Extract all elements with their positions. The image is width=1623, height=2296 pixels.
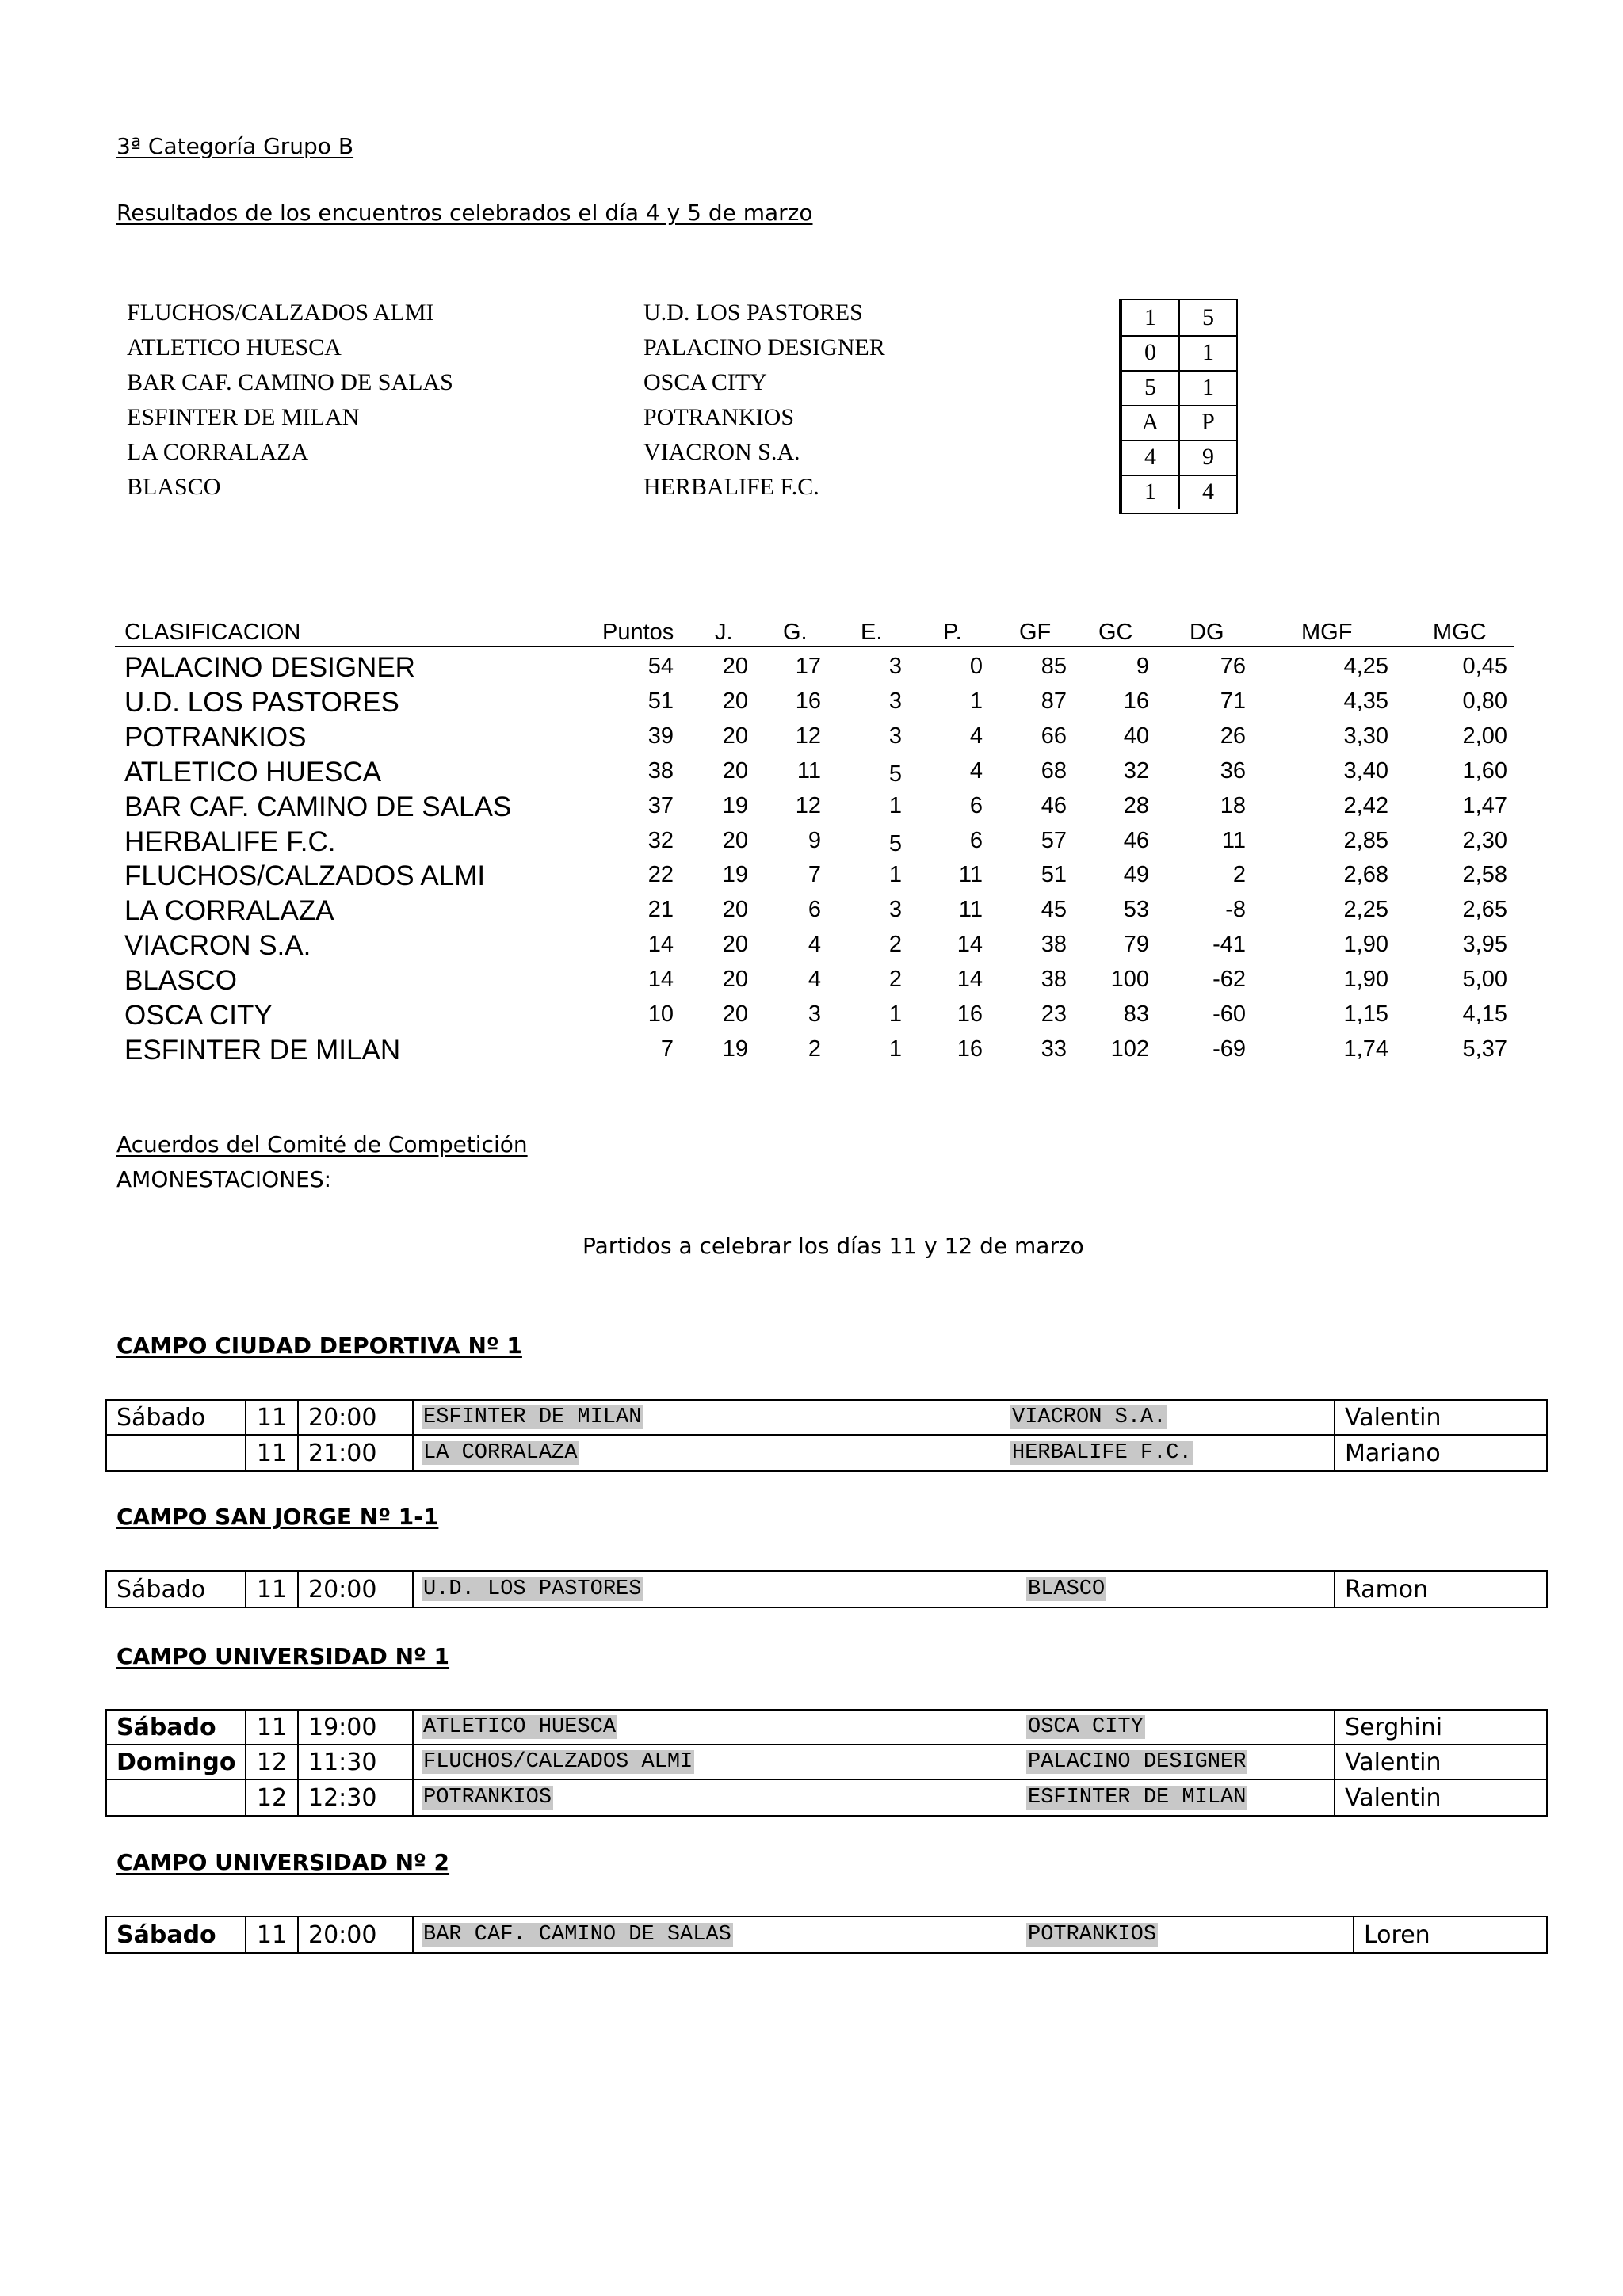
standings-team: BLASCO [124,965,237,997]
standings-cell: 85 [1041,654,1067,679]
standings-cell: 11 [796,757,821,784]
standings-team: ATLETICO HUESCA [124,756,382,788]
standings-cell: 20 [722,827,748,853]
result-home: ATLETICO HUESCA [127,334,342,360]
standings-cell: 20 [722,1001,748,1027]
standings-cell: 79 [1123,932,1149,958]
standings-team: U.D. LOS PASTORES [124,686,399,718]
result-home: BAR CAF. CAMINO DE SALAS [127,369,453,395]
standings-cell: 4 [808,932,821,958]
match-date: 11 [246,1401,299,1434]
standings-cell: 4,25 [1343,654,1388,679]
standings-cell: 53 [1123,897,1149,923]
match-home [412,1745,959,1779]
standings-cell: 20 [722,932,748,958]
standings-cell: 0,45 [1462,654,1507,679]
match-row [107,1572,1546,1607]
standings-cell: 66 [1041,723,1067,749]
match-row [107,1917,1546,1952]
match-day [107,1436,246,1470]
standings-cell: 3 [808,1001,821,1027]
standings-header: P. [943,620,962,645]
category-title: 3ª Categoría Grupo B [116,133,354,159]
match-time: 19:00 [308,1713,377,1741]
standings-header: E. [861,620,883,645]
result-away: U.D. LOS PASTORES [643,299,863,326]
standings-cell: 40 [1123,723,1149,749]
result-away: HERBALIFE F.C. [643,474,819,500]
match-table [105,1570,1548,1608]
match-home [412,1401,959,1434]
standings-cell: 22 [647,862,674,888]
match-row [107,1745,1546,1780]
standings-cell: 0,80 [1462,688,1507,714]
standings-cell: 1 [888,862,902,888]
result-home: ESFINTER DE MILAN [127,404,360,430]
result-home: LA CORRALAZA [127,439,309,465]
standings-team: OSCA CITY [124,1000,273,1031]
standings-cell: 14 [647,932,674,958]
standings-cell: 11 [1221,827,1246,853]
match-table [105,1399,1548,1472]
standings-cell: 2,65 [1462,897,1507,923]
standings-team: POTRANKIOS [124,721,307,753]
standings-cell: 5,37 [1462,1035,1507,1062]
match-away-name: BLASCO [1028,1577,1106,1601]
result-away: VIACRON S.A. [643,439,800,465]
match-away-name: PALACINO DESIGNER [1028,1750,1247,1774]
standings-header: MGC [1433,620,1487,645]
standings-cell: 51 [647,688,674,714]
standings-cell: 12 [795,723,821,749]
standings-cell: 87 [1041,688,1067,714]
score-row [1122,405,1236,441]
venue-title: CAMPO SAN JORGE Nº 1-1 [116,1504,439,1530]
standings-cell: 46 [1041,792,1067,818]
score-row [1122,440,1236,476]
standings-cell: 6 [969,792,983,818]
match-date: 12 [246,1780,299,1815]
standings-cell: 20 [722,723,748,749]
venue-title: CAMPO CIUDAD DEPORTIVA Nº 1 [116,1333,522,1359]
standings-cell: 5 [888,830,902,856]
standings-cell: 10 [647,1001,674,1027]
standings-header: G. [783,620,808,645]
match-away-name: HERBALIFE F.C. [1012,1441,1192,1465]
home-score: 5 [1122,370,1180,405]
standings-cell: 16 [1123,688,1149,714]
standings-cell: 6 [808,897,821,923]
standings-cell: 28 [1123,792,1149,818]
match-home [412,1917,959,1952]
standings-cell: -8 [1225,897,1246,923]
standings-cell: 2,42 [1343,792,1388,818]
match-date: 11 [246,1572,299,1607]
standings-cell: 3 [888,897,902,923]
away-score: P [1201,409,1215,435]
standings-cell: -60 [1212,1001,1246,1027]
match-time: 11:30 [308,1748,377,1776]
standings-cell: 7 [808,862,821,888]
match-date: 11 [246,1711,299,1744]
away-score: 1 [1202,374,1214,400]
standings-cell: 2,00 [1462,723,1507,749]
match-day: Sábado [107,1401,246,1434]
match-date: 11 [246,1917,299,1952]
standings-cell: 11 [958,897,983,923]
home-score: 0 [1122,335,1180,370]
match-home-name: ATLETICO HUESCA [423,1715,617,1739]
score-table [1121,299,1238,514]
standings-cell: 14 [647,967,674,993]
standings-cell: 100 [1110,967,1149,993]
standings-cell: 9 [1136,654,1149,679]
standings-cell: 23 [1041,1001,1067,1027]
match-row [107,1711,1546,1745]
result-away: PALACINO DESIGNER [643,334,885,360]
standings-cell: 4 [808,967,821,993]
standings-cell: 1 [888,1035,902,1062]
match-date: 11 [246,1436,299,1470]
standings-cell: 38 [1041,967,1067,993]
standings-cell: 17 [795,654,821,679]
standings-team: PALACINO DESIGNER [124,652,415,683]
standings-cell: 26 [1220,723,1246,749]
standings-cell: 68 [1041,757,1067,784]
standings-header: GF [1019,620,1052,645]
standings-cell: 4 [969,723,983,749]
standings-cell: 2,58 [1462,862,1507,888]
venue-title: CAMPO UNIVERSIDAD Nº 1 [116,1643,450,1669]
match-home-name: U.D. LOS PASTORES [423,1577,642,1601]
match-day: Domingo [107,1745,246,1779]
match-home-name: LA CORRALAZA [423,1441,578,1465]
match-home [412,1780,959,1815]
standings-cell: 16 [795,688,821,714]
standings-team: FLUCHOS/CALZADOS ALMI [124,860,486,892]
standings-cell: 20 [722,967,748,993]
match-time: 12:30 [308,1783,377,1812]
match-row [107,1401,1546,1436]
match-table [105,1916,1548,1954]
match-day: Sábado [107,1572,246,1607]
results-title: Resultados de los encuentros celebrados el día 4 y 5 de marzo [116,200,813,226]
standings-team: LA CORRALAZA [124,895,334,927]
match-home-name: FLUCHOS/CALZADOS ALMI [423,1750,693,1774]
away-score: 9 [1202,444,1214,470]
match-referee: Valentin [1334,1401,1546,1434]
standings-cell: 83 [1123,1001,1149,1027]
standings-cell: 5,00 [1462,967,1507,993]
standings-cell: 1 [969,688,983,714]
standings-cell: 3,30 [1343,723,1388,749]
standings-header: DG [1190,620,1224,645]
standings-cell: 38 [647,757,674,784]
upcoming-title: Partidos a celebrar los días 11 y 12 de marzo [582,1233,1084,1259]
match-away-name: VIACRON S.A. [1012,1405,1167,1429]
standings-cell: 1,60 [1462,757,1507,784]
match-row [107,1780,1546,1815]
standings-cell: 11 [958,862,983,888]
standings-cell: 16 [957,1001,983,1027]
match-time: 21:00 [308,1439,377,1467]
standings-cell: 4,35 [1343,688,1388,714]
match-home-name: BAR CAF. CAMINO DE SALAS [423,1923,731,1947]
match-home-name: POTRANKIOS [423,1786,552,1810]
standings-cell: 19 [722,862,748,888]
match-home [412,1436,959,1470]
match-referee: Valentin [1334,1745,1546,1779]
match-day: Sábado [107,1711,246,1744]
standings-cell: 2 [1232,862,1246,888]
standings-cell: 7 [660,1035,674,1062]
match-time: 20:00 [308,1575,377,1604]
standings-cell: 1,47 [1462,792,1507,818]
standings-header: J. [715,620,733,645]
venue-title: CAMPO UNIVERSIDAD Nº 2 [116,1849,450,1875]
standings-cell: 18 [1220,792,1246,818]
standings-cell: 16 [957,1035,983,1062]
standings-cell: 71 [1220,688,1246,714]
standings-cell: 2,68 [1343,862,1388,888]
standings-cell: 14 [957,967,983,993]
match-referee: Valentin [1334,1780,1546,1815]
standings-cell: -62 [1212,967,1246,993]
standings-cell: 2 [888,967,902,993]
match-referee: Ramon [1334,1572,1546,1607]
standings-cell: -69 [1212,1035,1246,1062]
away-score: 4 [1202,479,1214,505]
standings-cell: 12 [795,792,821,818]
standings-cell: 39 [647,723,674,749]
standings-cell: 1,15 [1343,1001,1388,1027]
standings-cell: 1 [888,792,902,818]
result-away: POTRANKIOS [643,404,795,430]
score-row [1122,475,1236,509]
away-score: 5 [1202,304,1214,330]
standings-cell: 102 [1110,1035,1149,1062]
standings-cell: 21 [647,897,674,923]
standings-cell: 51 [1041,862,1067,888]
standings-cell: 32 [647,827,674,853]
score-row [1122,335,1236,372]
match-day: Sábado [107,1917,246,1952]
standings-cell: 57 [1041,827,1067,853]
standings-cell: -41 [1212,932,1246,958]
standings-header: Puntos [602,620,674,645]
standings-cell: 1,74 [1343,1035,1388,1062]
standings-cell: 3 [888,688,902,714]
home-score: A [1122,405,1180,440]
standings-cell: 20 [722,654,748,679]
standings-cell: 9 [808,827,821,853]
standings-cell: 49 [1123,862,1149,888]
standings-cell: 3,95 [1462,932,1507,958]
match-away-name: POTRANKIOS [1028,1923,1157,1947]
committee-title: Acuerdos del Comité de Competición [116,1131,528,1158]
warnings-label: AMONESTACIONES: [116,1166,332,1192]
standings-cell: 0 [969,654,983,679]
match-away-name: ESFINTER DE MILAN [1028,1786,1247,1810]
standings-cell: 2,85 [1343,827,1388,853]
home-score: 1 [1122,475,1180,509]
standings-cell: 2,25 [1343,897,1388,923]
standings-header-rule [115,646,1514,647]
match-home [412,1572,959,1607]
standings-team: VIACRON S.A. [124,930,311,962]
result-home: FLUCHOS/CALZADOS ALMI [127,299,434,326]
standings-cell: 3,40 [1343,757,1388,784]
score-row [1122,300,1236,337]
standings-cell: 5 [888,761,902,787]
match-referee: Loren [1353,1917,1546,1952]
standings-cell: 19 [722,1035,748,1062]
standings-cell: 33 [1041,1035,1067,1062]
match-home-name: ESFINTER DE MILAN [423,1405,642,1429]
match-date: 12 [246,1745,299,1779]
standings-team: ESFINTER DE MILAN [124,1034,401,1066]
standings-cell: 4 [969,757,983,784]
standings-cell: 36 [1220,757,1246,784]
standings-cell: 6 [969,827,983,853]
standings-cell: 2 [808,1035,821,1062]
standings-cell: 3 [888,654,902,679]
match-referee: Mariano [1334,1436,1546,1470]
result-away: OSCA CITY [643,369,767,395]
match-home [412,1711,959,1744]
standings-cell: 32 [1123,757,1149,784]
home-score: 1 [1122,300,1180,335]
match-table [105,1709,1548,1817]
match-away-name: OSCA CITY [1028,1715,1144,1739]
match-time: 20:00 [308,1403,377,1432]
standings-cell: 2,30 [1462,827,1507,853]
score-row [1122,370,1236,406]
match-referee: Serghini [1334,1711,1546,1744]
standings-cell: 46 [1123,827,1149,853]
home-score: 4 [1122,440,1180,475]
match-day [107,1780,246,1815]
standings-header: GC [1098,620,1133,645]
match-time: 20:00 [308,1920,377,1949]
standings-team: HERBALIFE F.C. [124,826,336,857]
standings-cell: 3 [888,723,902,749]
standings-cell: 37 [647,792,674,818]
standings-cell: 1,90 [1343,967,1388,993]
standings-cell: 76 [1220,654,1246,679]
standings-cell: 1,90 [1343,932,1388,958]
match-row [107,1436,1546,1470]
standings-cell: 38 [1041,932,1067,958]
standings-cell: 14 [957,932,983,958]
standings-header: CLASIFICACION [124,620,301,645]
standings-cell: 4,15 [1462,1001,1507,1027]
standings-cell: 19 [722,792,748,818]
standings-cell: 2 [888,932,902,958]
standings-cell: 1 [888,1001,902,1027]
standings-cell: 20 [722,688,748,714]
standings-cell: 20 [722,897,748,923]
standings-header: MGF [1301,620,1353,645]
standings-team: BAR CAF. CAMINO DE SALAS [124,791,512,822]
standings-cell: 20 [722,757,748,784]
result-home: BLASCO [127,474,221,500]
away-score: 1 [1202,339,1214,365]
standings-cell: 45 [1041,897,1067,923]
standings-cell: 54 [647,654,674,679]
